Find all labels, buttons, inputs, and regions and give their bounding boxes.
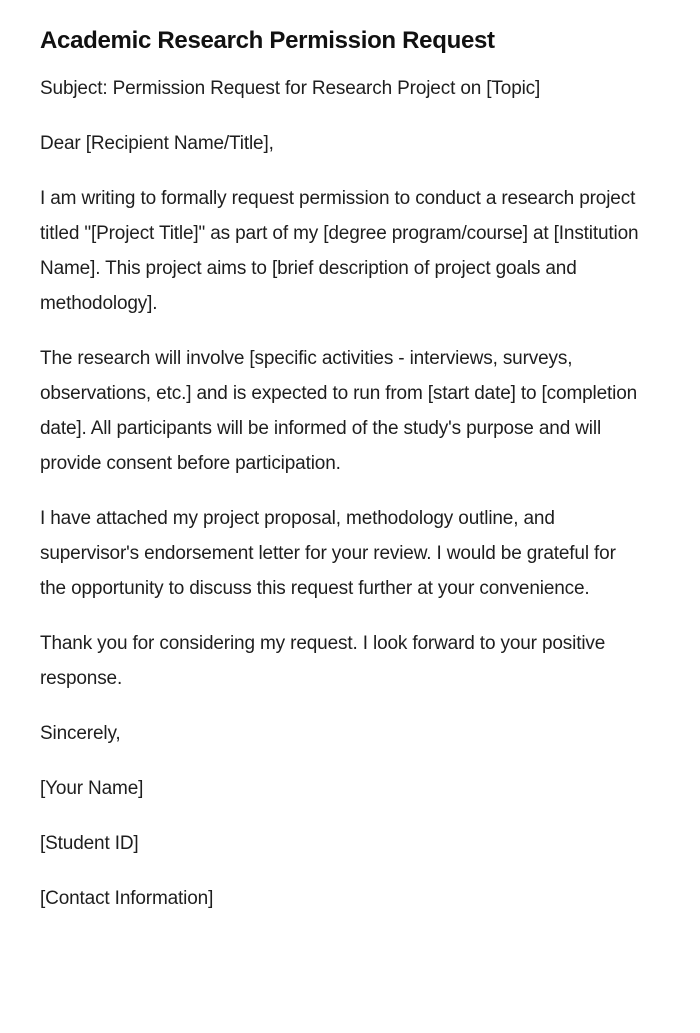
body-paragraph-intro: I am writing to formally request permission to conduct a research project titled "[Project Title]" as part of my [degree program/course] at [Institution Name]. This project aims to [brief description of project goals and methodology]. — [40, 188, 639, 314]
signature-name: [Your Name] — [40, 778, 144, 799]
signature-contact: [Contact Information] — [40, 888, 214, 909]
body-paragraph-activities: The research will involve [specific activities - interviews, surveys, observations, etc.] and is expected to run from [start date] to [completion date]. All participants will be informed of the study's purpose and will provide consent before participation. — [40, 348, 638, 474]
document-title: Academic Research Permission Request — [40, 27, 495, 54]
subject-line: Subject: Permission Request for Research Project on [Topic] — [40, 78, 541, 99]
body-paragraph-attachments: I have attached my project proposal, methodology outline, and supervisor's endorsement letter for your review. I would be grateful for the opportunity to discuss this request further at your convenience. — [40, 508, 616, 599]
signature-student-id: [Student ID] — [40, 833, 139, 854]
closing: Sincerely, — [40, 723, 121, 744]
body-paragraph-thanks: Thank you for considering my request. I look forward to your positive response. — [40, 633, 606, 689]
salutation: Dear [Recipient Name/Title], — [40, 133, 274, 154]
